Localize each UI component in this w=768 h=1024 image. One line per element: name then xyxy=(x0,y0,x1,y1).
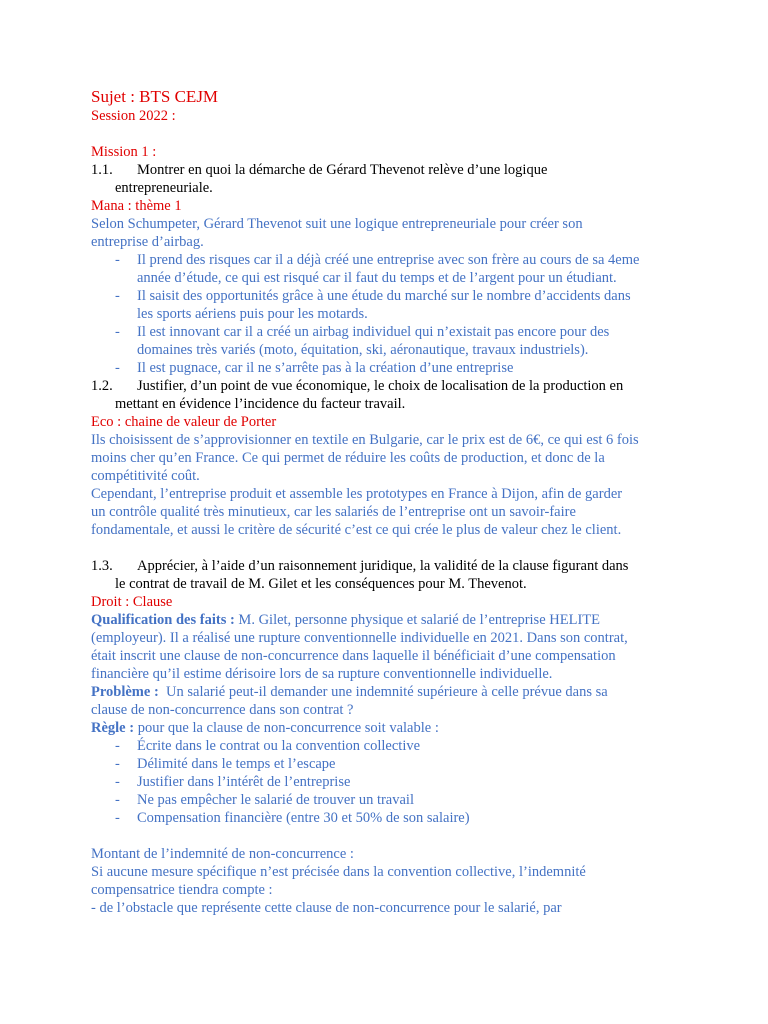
list-item: - Justifier dans l’intérêt de l’entreprise xyxy=(115,774,351,790)
paragraph-line: Cependant, l’entreprise produit et assemble les prototypes en France à Dijon, afin de garder xyxy=(91,486,623,502)
spacer xyxy=(91,827,691,845)
list-item: - Compensation financière (entre 30 et 50% de son salaire) xyxy=(115,810,470,826)
clause-conditions-list xyxy=(91,737,691,827)
paragraph-line: un contrôle qualité très minutieux, car les salariés de l’entreprise ont un savoir-faire xyxy=(91,504,576,520)
spacer xyxy=(91,125,691,143)
question-number: 1.2. xyxy=(91,378,113,394)
list-item: - Délimité dans le temps et l’escape xyxy=(115,756,336,772)
probleme-label: Problème : xyxy=(91,684,159,700)
spacer xyxy=(91,539,691,557)
question-number: 1.1. xyxy=(91,162,113,178)
eco-heading: Eco : chaine de valeur de Porter xyxy=(91,414,277,430)
question-1-1-continued: entrepreneuriale. xyxy=(115,180,213,196)
question-1-2-continued: mettant en évidence l’incidence du facteur travail. xyxy=(115,396,406,412)
paragraph-line: fondamentale, et aussi le critère de sécurité c’est ce qui crée le plus de valeur chez le client. xyxy=(91,522,622,538)
qualification-label: Qualification des faits : xyxy=(91,612,235,628)
paragraph-line: Ils choisissent de s’approvisionner en textile en Bulgarie, car le prix est de 6€, ce qui est 6 fois xyxy=(91,432,639,448)
list-item: - Il est pugnace, car il ne s’arrête pas à la création d’une entreprise xyxy=(115,360,514,376)
paragraph-line: financière qu’il estime dérisoire lors de sa rupture conventionnelle individuelle. xyxy=(91,666,553,682)
droit-heading: Droit : Clause xyxy=(91,594,173,610)
question-1-2 xyxy=(91,377,691,395)
list-item-continued: domaines très variés (moto, équitation, ski, aéronautique, travaux industriels). xyxy=(137,342,589,358)
probleme-line: Problème : Un salarié peut-il demander une indemnité supérieure à celle prévue dans sa xyxy=(91,684,608,700)
mission-heading: Mission 1 : xyxy=(91,144,157,160)
paragraph-line: était inscrit une clause de non-concurrence dans laquelle il bénéficiait d’une compensation xyxy=(91,648,616,664)
list-item-continued: année d’étude, ce qui est risqué car il faut du temps et de l’argent pour un étudiant. xyxy=(137,270,617,286)
list-item: - Il est innovant car il a créé un airbag individuel qui n’existait pas encore pour des xyxy=(115,324,610,340)
paragraph-line: entreprise d’airbag. xyxy=(91,234,204,250)
regle-label: Règle : xyxy=(91,720,135,736)
paragraph-line: - de l’obstacle que représente cette clause de non-concurrence pour le salarié, par xyxy=(91,900,562,916)
question-text: Justifier, d’un point de vue économique, le choix de localisation de la production en xyxy=(137,378,624,394)
document-title: Sujet : BTS CEJM xyxy=(91,87,219,106)
question-number: 1.3. xyxy=(91,558,113,574)
list-item: - Ne pas empêcher le salarié de trouver un travail xyxy=(115,792,414,808)
paragraph-line: (employeur). Il a réalisé une rupture conventionnelle individuelle en 2021. Dans son contrat, xyxy=(91,630,628,646)
list-item: - Il prend des risques car il a déjà créé une entreprise avec son frère au cours de sa 4eme xyxy=(115,252,640,268)
question-1-3-continued: le contrat de travail de M. Gilet et les conséquences pour M. Thevenot. xyxy=(115,576,527,592)
document-body xyxy=(91,87,691,917)
montant-heading: Montant de l’indemnité de non-concurrence : xyxy=(91,846,354,862)
paragraph-line: compétitivité coût. xyxy=(91,468,200,484)
list-item-continued: les sports aériens puis pour les motards. xyxy=(137,306,368,322)
regle-line: Règle : pour que la clause de non-concurrence soit valable : xyxy=(91,720,439,736)
qualification-line: Qualification des faits : M. Gilet, personne physique et salarié de l’entreprise HELITE xyxy=(91,612,600,628)
session-label: Session 2022 : xyxy=(91,108,176,124)
paragraph-line: moins cher qu’en France. Ce qui permet de réduire les coûts de production, et donc de la xyxy=(91,450,605,466)
question-1-3 xyxy=(91,557,691,575)
question-text: Apprécier, à l’aide d’un raisonnement juridique, la validité de la clause figurant dans xyxy=(137,558,629,574)
paragraph-line: Si aucune mesure spécifique n’est précisée dans la convention collective, l’indemnité xyxy=(91,864,586,880)
paragraph-line: Selon Schumpeter, Gérard Thevenot suit une logique entrepreneuriale pour créer son xyxy=(91,216,583,232)
question-1-1 xyxy=(91,161,691,179)
paragraph-line: compensatrice tiendra compte : xyxy=(91,882,273,898)
question-text: Montrer en quoi la démarche de Gérard Thevenot relève d’une logique xyxy=(137,162,548,178)
theme-heading: Mana : thème 1 xyxy=(91,198,182,214)
paragraph-line: clause de non-concurrence dans son contrat ? xyxy=(91,702,354,718)
list-item: - Écrite dans le contrat ou la convention collective xyxy=(115,738,421,754)
list-item: - Il saisit des opportunités grâce à une étude du marché sur le nombre d’accidents dans xyxy=(115,288,631,304)
entrepreneur-traits-list xyxy=(91,251,691,377)
